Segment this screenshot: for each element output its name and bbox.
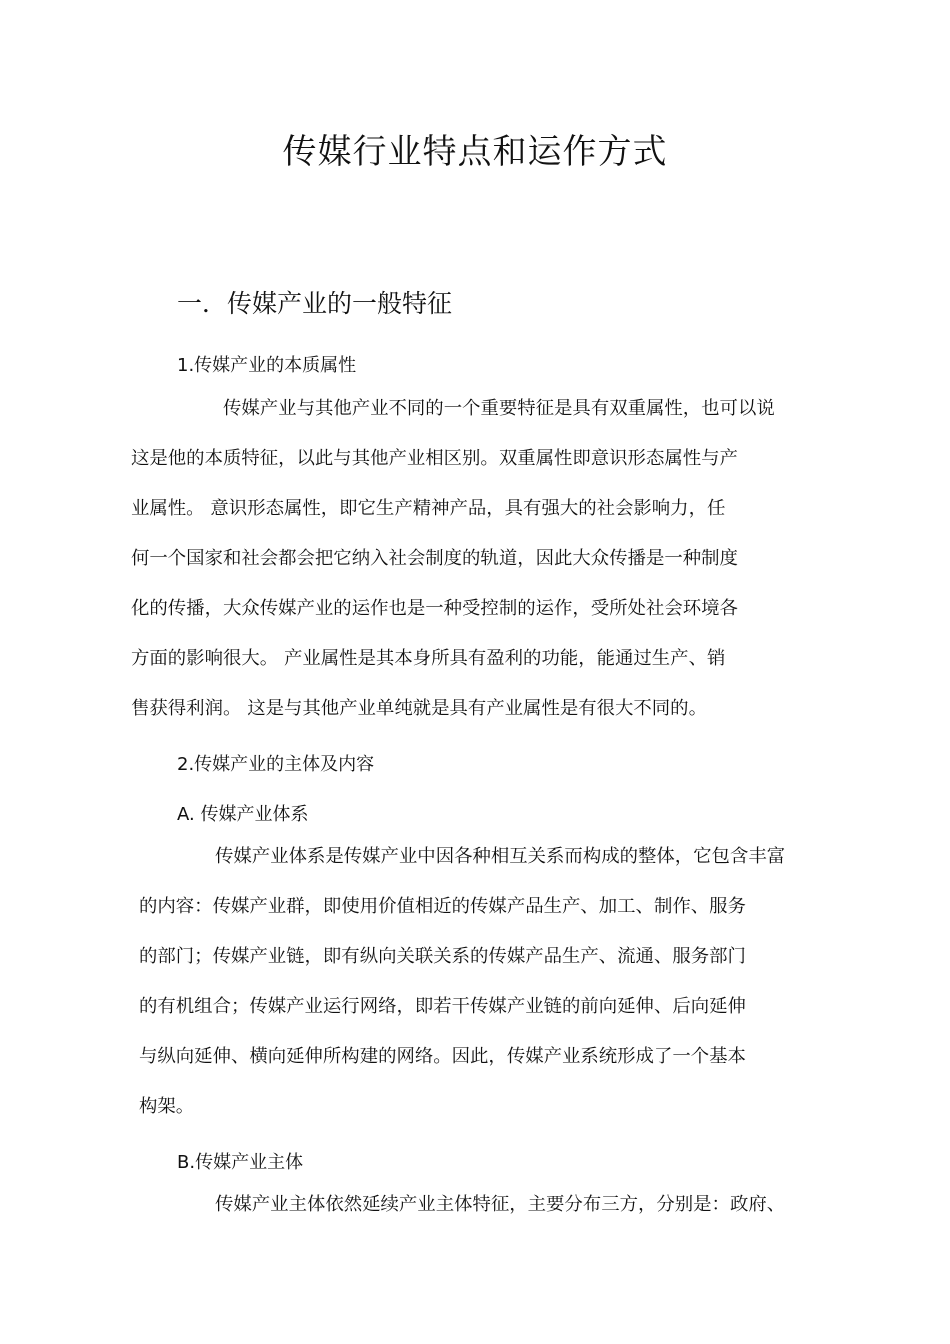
paragraph-line: 的有机组合；传媒产业运行网络，即若干传媒产业链的前向延伸、后向延伸 xyxy=(139,996,746,1017)
paragraph-line: 业属性。 意识形态属性，即它生产精神产品，具有强大的社会影响力，任 xyxy=(131,498,726,519)
paragraph-line: 化的传播，大众传媒产业的运作也是一种受控制的运作，受所处社会环境各 xyxy=(131,598,738,619)
paragraph-line: 传媒产业主体依然延续产业主体特征，主要分布三方，分别是：政府、 xyxy=(215,1194,786,1215)
subsection-heading-2: 2.传媒产业的主体及内容 xyxy=(177,754,375,775)
paragraph-industry-system xyxy=(139,832,809,1132)
paragraph-line: 售获得利润。 这是与其他产业单纯就是具有产业属性是有很大不同的。 xyxy=(131,698,707,719)
part-b-heading: B.传媒产业主体 xyxy=(177,1152,304,1173)
paragraph-line: 的内容：传媒产业群，即使用价值相近的传媒产品生产、加工、制作、服务 xyxy=(139,896,746,917)
paragraph-line: 与纵向延伸、横向延伸所构建的网络。因此，传媒产业系统形成了一个基本 xyxy=(139,1046,746,1067)
paragraph-line: 这是他的本质特征，以此与其他产业相区别。双重属性即意识形态属性与产 xyxy=(131,448,738,469)
part-a-heading: A. 传媒产业体系 xyxy=(177,804,309,825)
paragraph-line: 何一个国家和社会都会把它纳入社会制度的轨道，因此大众传播是一种制度 xyxy=(131,548,738,569)
paragraph-line: 构架。 xyxy=(139,1096,195,1117)
paragraph-line: 传媒产业体系是传媒产业中因各种相互关系而构成的整体，它包含丰富 xyxy=(215,846,786,867)
document-title: 传媒行业特点和运作方式 xyxy=(282,132,668,172)
paragraph-industry-subject xyxy=(177,1180,809,1230)
paragraph-line: 传媒产业与其他产业不同的一个重要特征是具有双重属性，也可以说 xyxy=(223,398,775,419)
paragraph-essential-attributes xyxy=(131,384,809,734)
paragraph-line: 方面的影响很大。 产业属性是其本身所具有盈利的功能，能通过生产、销 xyxy=(131,648,726,669)
section-heading: 一．传媒产业的一般特征 xyxy=(177,289,453,318)
paragraph-line: 的部门；传媒产业链，即有纵向关联关系的传媒产品生产、流通、服务部门 xyxy=(139,946,746,967)
subsection-heading-1: 1.传媒产业的本质属性 xyxy=(177,355,357,376)
